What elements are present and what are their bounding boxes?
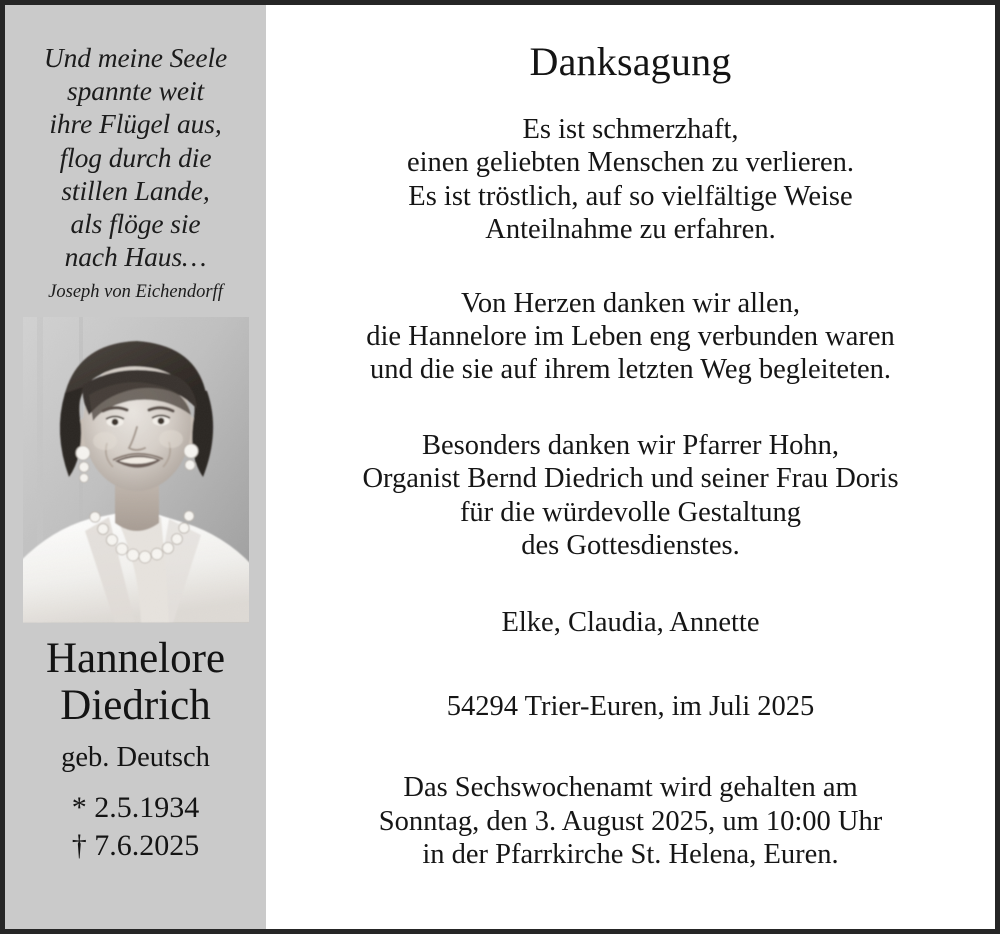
spacer: [282, 723, 979, 771]
paragraph-thanks-all: [282, 287, 979, 387]
poem-attribution: Joseph von Eichendorff: [48, 282, 223, 303]
spacer: [282, 247, 979, 287]
text-line: Das Sechswochenamt wird gehalten am: [403, 772, 858, 804]
poem-verse: [5, 5, 266, 273]
deceased-last-name: Diedrich: [60, 682, 211, 730]
text-line: einen geliebten Menschen zu verlieren.: [406, 147, 855, 179]
poem-line: ihre Flügel aus,: [49, 108, 222, 140]
signature-names: [282, 606, 979, 639]
paragraph-condolence: [282, 113, 979, 247]
paragraph-memorial-service: [282, 771, 979, 871]
poem-line: stillen Lande,: [61, 174, 210, 206]
text-line: und die sie auf ihrem letzten Weg begleiteten.: [369, 354, 892, 386]
right-text-panel: [266, 5, 995, 929]
text-line: Sonntag, den 3. August 2025, um 10:00 Uhr: [378, 805, 883, 837]
portrait-photo: [23, 317, 249, 623]
death-date: † 7.6.2025: [71, 829, 200, 863]
text-line: Anteilnahme zu erfahren.: [485, 214, 776, 246]
text-line: Von Herzen danken wir allen,: [461, 287, 800, 319]
text-line: Es ist tröstlich, auf so vielfältige Weise: [408, 180, 853, 212]
spacer: [282, 640, 979, 690]
text-line: Es ist schmerzhaft,: [522, 114, 739, 145]
text-line: in der Pfarrkirche St. Helena, Euren.: [422, 839, 839, 871]
birth-date: * 2.5.1934: [71, 791, 200, 825]
spacer: [282, 562, 979, 606]
text-line: des Gottesdienstes.: [521, 530, 740, 562]
left-gray-panel: [5, 5, 266, 929]
text-line: Organist Bernd Diedrich und seiner Frau Doris: [362, 463, 899, 495]
text-line: die Hannelore im Leben eng verbunden waren: [366, 321, 895, 353]
page-title: Danksagung: [529, 39, 732, 84]
paragraph-special-thanks: [282, 429, 979, 563]
deceased-name-block: [5, 623, 266, 865]
text-line: für die würdevolle Gestaltung: [459, 496, 802, 528]
poem-line: als flöge sie: [70, 208, 201, 240]
deceased-first-name: Hannelore: [45, 635, 226, 683]
text-line: Besonders danken wir Pfarrer Hohn,: [421, 429, 840, 461]
poem-line: flog durch die: [59, 141, 212, 173]
text-line: 54294 Trier-Euren, im Juli 2025: [446, 690, 815, 722]
poem-line: Und meine Seele: [43, 42, 228, 73]
place-and-date: [282, 690, 979, 723]
portrait-photo-frame: [23, 317, 249, 623]
deceased-maiden-name: geb. Deutsch: [61, 742, 210, 774]
poem-line: spannte weit: [66, 75, 205, 107]
spacer: [282, 387, 979, 429]
poem-line: nach Haus…: [64, 241, 207, 273]
text-line: Elke, Claudia, Annette: [501, 607, 760, 639]
